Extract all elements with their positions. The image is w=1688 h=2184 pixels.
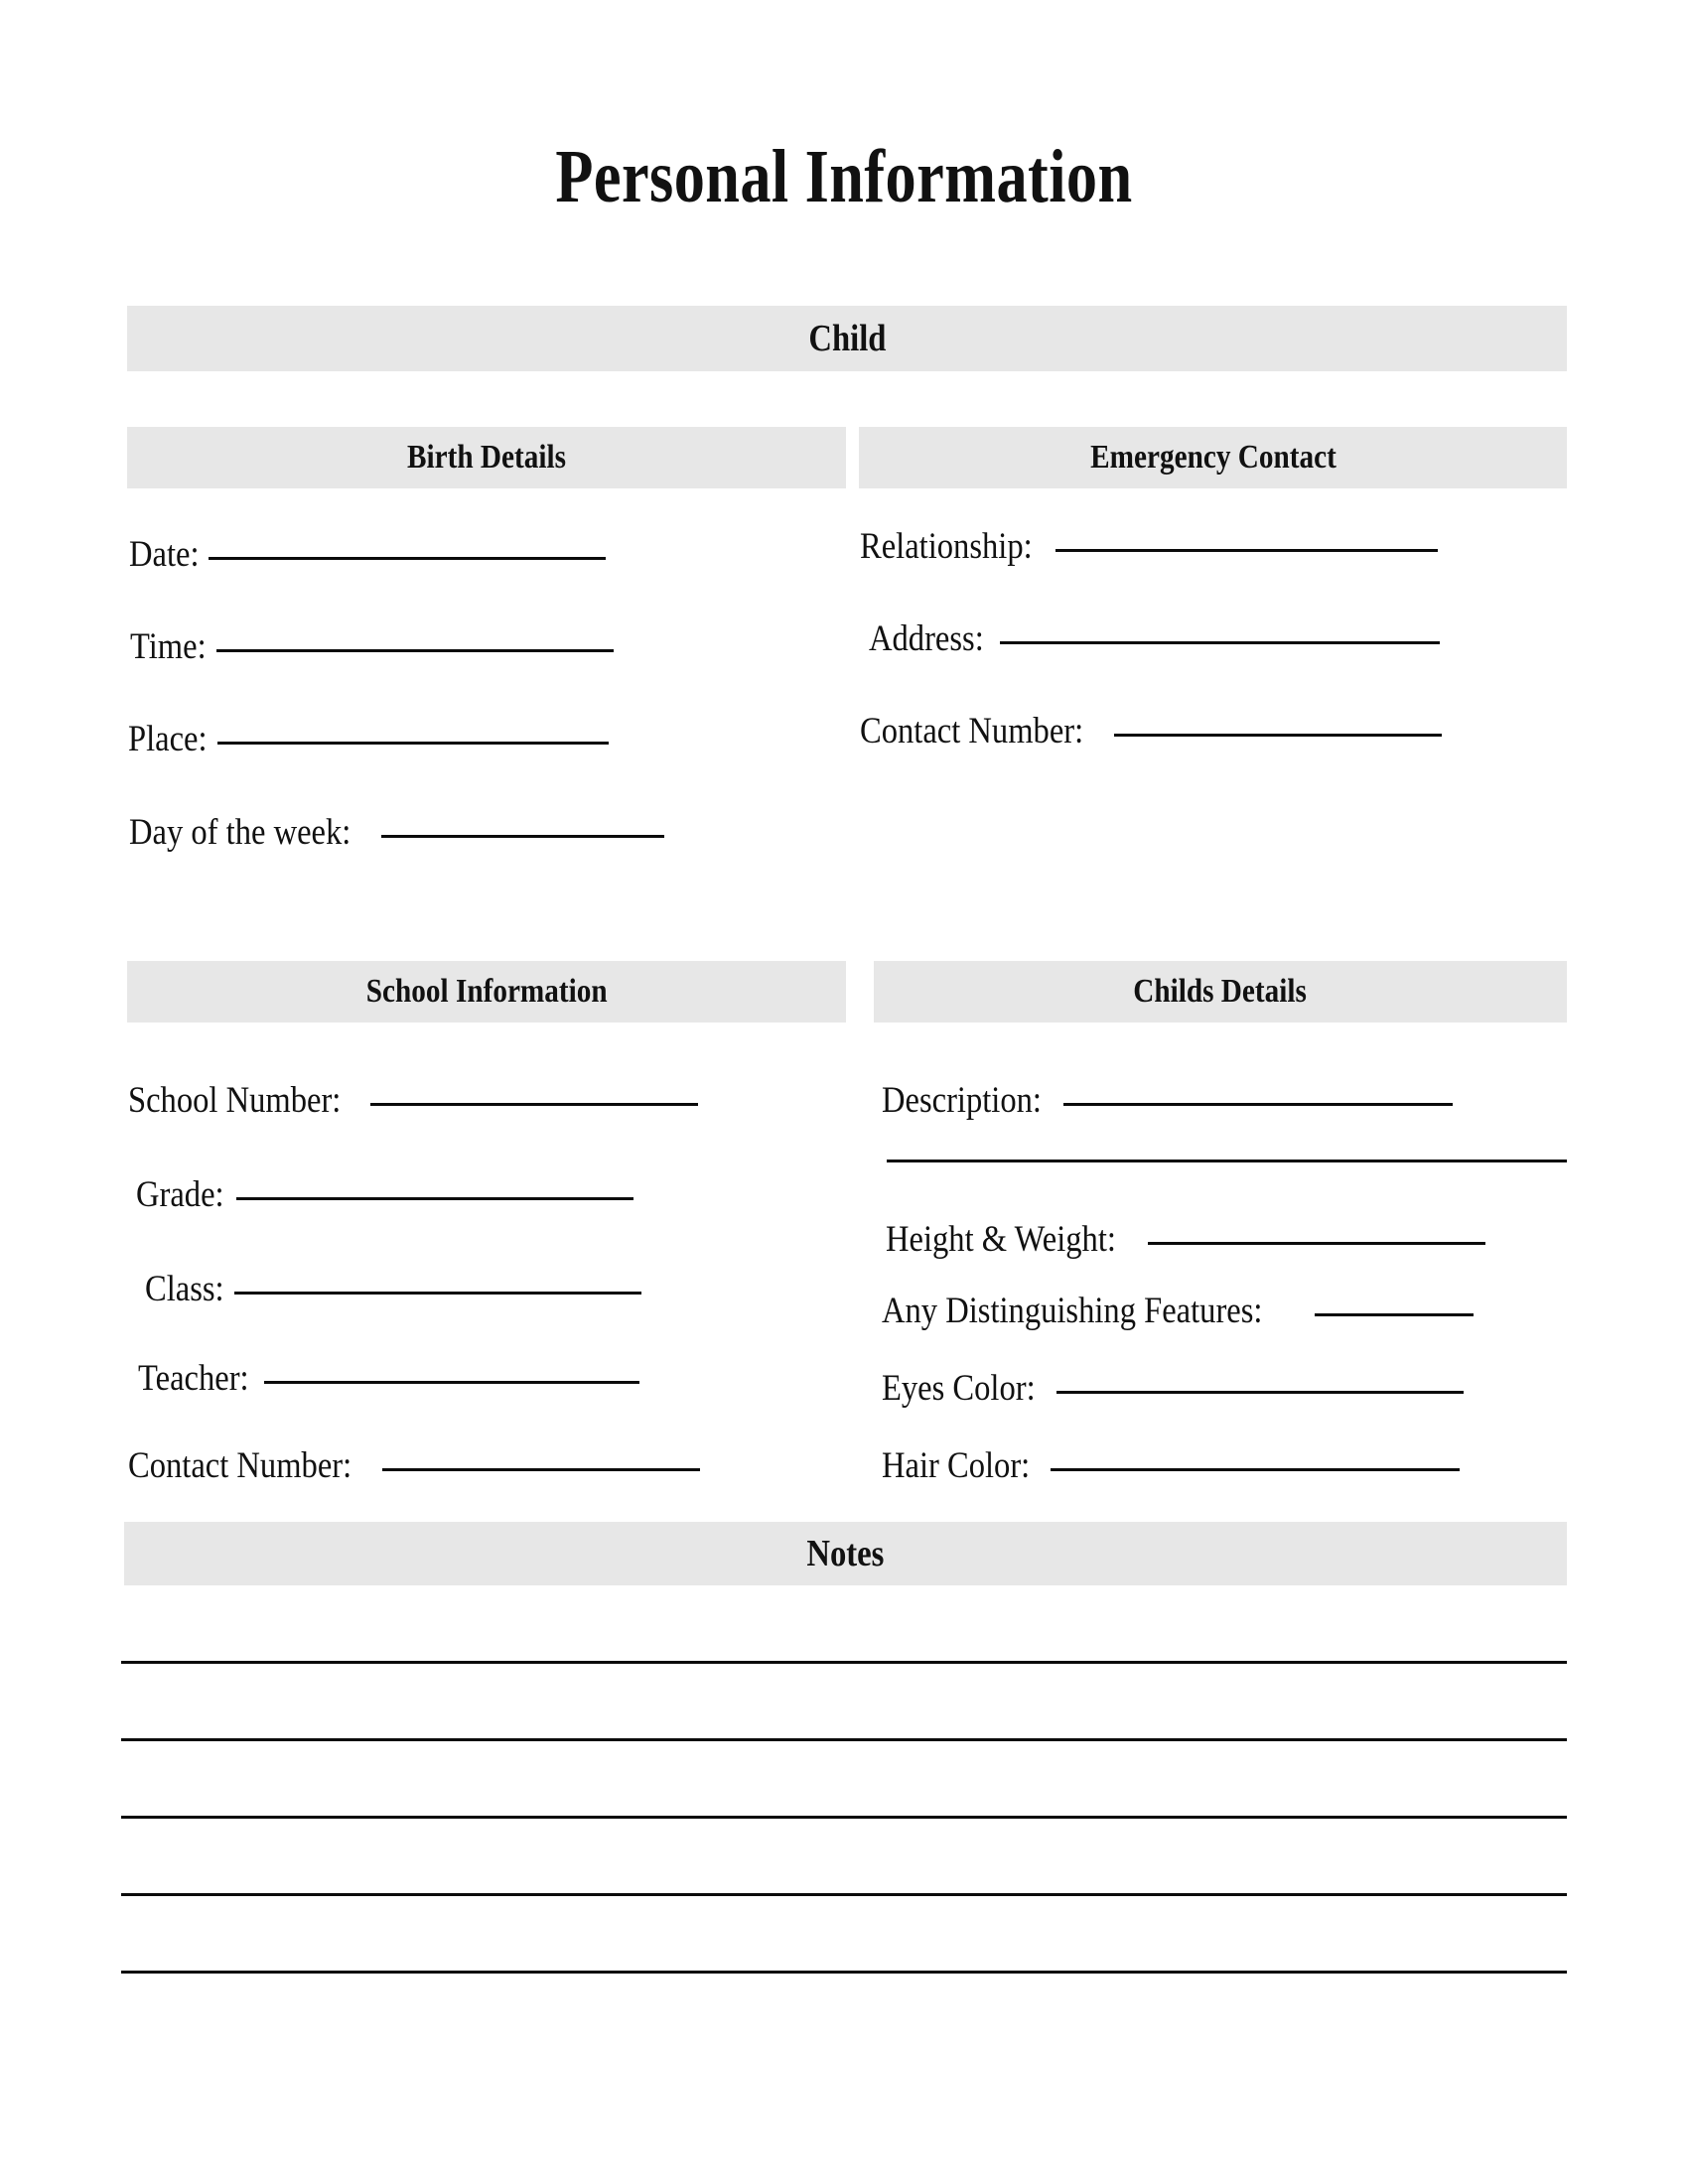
field-birth-date[interactable] — [129, 536, 606, 573]
field-school-grade[interactable] — [136, 1176, 633, 1213]
section-header-childs-details-label: Childs Details — [1133, 973, 1308, 1010]
section-header-birth-details — [127, 427, 846, 488]
field-child-description-label: Description: — [882, 1080, 1042, 1121]
field-birth-place[interactable] — [128, 721, 609, 757]
field-birth-day-of-week[interactable] — [129, 814, 664, 851]
section-header-notes-label: Notes — [806, 1533, 885, 1574]
section-header-school-information-label: School Information — [365, 973, 608, 1010]
field-birth-time[interactable] — [130, 628, 614, 665]
field-child-height-weight-input[interactable] — [1148, 1242, 1485, 1245]
field-child-description[interactable] — [882, 1082, 1453, 1119]
section-header-birth-details-label: Birth Details — [406, 439, 566, 476]
section-header-child-label: Child — [807, 318, 887, 359]
field-child-distinguishing-features[interactable] — [882, 1293, 1474, 1329]
field-emergency-address-input[interactable] — [1000, 641, 1440, 644]
notes-line[interactable] — [121, 1893, 1567, 1896]
field-school-class-label: Class: — [145, 1269, 224, 1309]
field-child-distinguishing-features-label: Any Distinguishing Features: — [882, 1291, 1263, 1331]
field-school-class[interactable] — [145, 1271, 641, 1307]
notes-line[interactable] — [121, 1661, 1567, 1664]
field-birth-time-input[interactable] — [216, 649, 614, 652]
field-birth-day-of-week-input[interactable] — [381, 835, 664, 838]
field-child-hair-color[interactable] — [882, 1447, 1460, 1484]
field-child-hair-color-input[interactable] — [1051, 1468, 1460, 1471]
field-birth-place-label: Place: — [128, 719, 208, 759]
field-school-contact-number-label: Contact Number: — [128, 1445, 352, 1486]
notes-line[interactable] — [121, 1971, 1567, 1974]
field-school-grade-label: Grade: — [136, 1174, 224, 1215]
section-header-child — [127, 306, 1567, 371]
notes-line[interactable] — [121, 1738, 1567, 1741]
field-child-height-weight-label: Height & Weight: — [886, 1219, 1116, 1260]
field-birth-date-input[interactable] — [209, 557, 606, 560]
field-school-contact-number[interactable] — [128, 1447, 700, 1484]
field-school-teacher-input[interactable] — [264, 1381, 639, 1384]
section-header-childs-details — [874, 961, 1567, 1023]
field-school-number[interactable] — [128, 1082, 698, 1119]
field-emergency-address[interactable] — [869, 620, 1440, 657]
field-emergency-contact-number[interactable] — [860, 713, 1442, 750]
field-child-distinguishing-features-input[interactable] — [1315, 1313, 1474, 1316]
field-child-description-input[interactable] — [1063, 1103, 1453, 1106]
field-birth-date-label: Date: — [129, 534, 200, 575]
section-header-emergency-contact-label: Emergency Contact — [1089, 439, 1336, 476]
field-school-number-label: School Number: — [128, 1080, 342, 1121]
field-school-teacher[interactable] — [138, 1360, 639, 1397]
field-emergency-contact-number-input[interactable] — [1114, 734, 1442, 737]
field-birth-time-label: Time: — [130, 626, 207, 667]
field-birth-day-of-week-label: Day of the week: — [129, 812, 352, 853]
field-birth-place-input[interactable] — [217, 742, 609, 745]
field-child-eyes-color-label: Eyes Color: — [882, 1368, 1036, 1409]
field-child-eyes-color-input[interactable] — [1056, 1391, 1464, 1394]
field-emergency-contact-number-label: Contact Number: — [860, 711, 1084, 751]
field-school-contact-number-input[interactable] — [382, 1468, 700, 1471]
field-emergency-relationship-label: Relationship: — [860, 526, 1033, 567]
field-emergency-relationship[interactable] — [860, 528, 1438, 565]
section-header-school-information — [127, 961, 846, 1023]
field-child-eyes-color[interactable] — [882, 1370, 1464, 1407]
section-header-notes — [124, 1522, 1567, 1585]
notes-line[interactable] — [121, 1816, 1567, 1819]
field-school-teacher-label: Teacher: — [138, 1358, 249, 1399]
field-child-description-input-line-2[interactable] — [887, 1160, 1567, 1162]
field-emergency-relationship-input[interactable] — [1055, 549, 1438, 552]
field-school-grade-input[interactable] — [236, 1197, 633, 1200]
field-school-class-input[interactable] — [234, 1292, 641, 1295]
field-emergency-address-label: Address: — [869, 618, 984, 659]
field-school-number-input[interactable] — [370, 1103, 698, 1106]
field-child-hair-color-label: Hair Color: — [882, 1445, 1031, 1486]
section-header-emergency-contact — [859, 427, 1567, 488]
field-child-height-weight[interactable] — [886, 1221, 1485, 1258]
page-title: Personal Information — [555, 135, 1133, 218]
